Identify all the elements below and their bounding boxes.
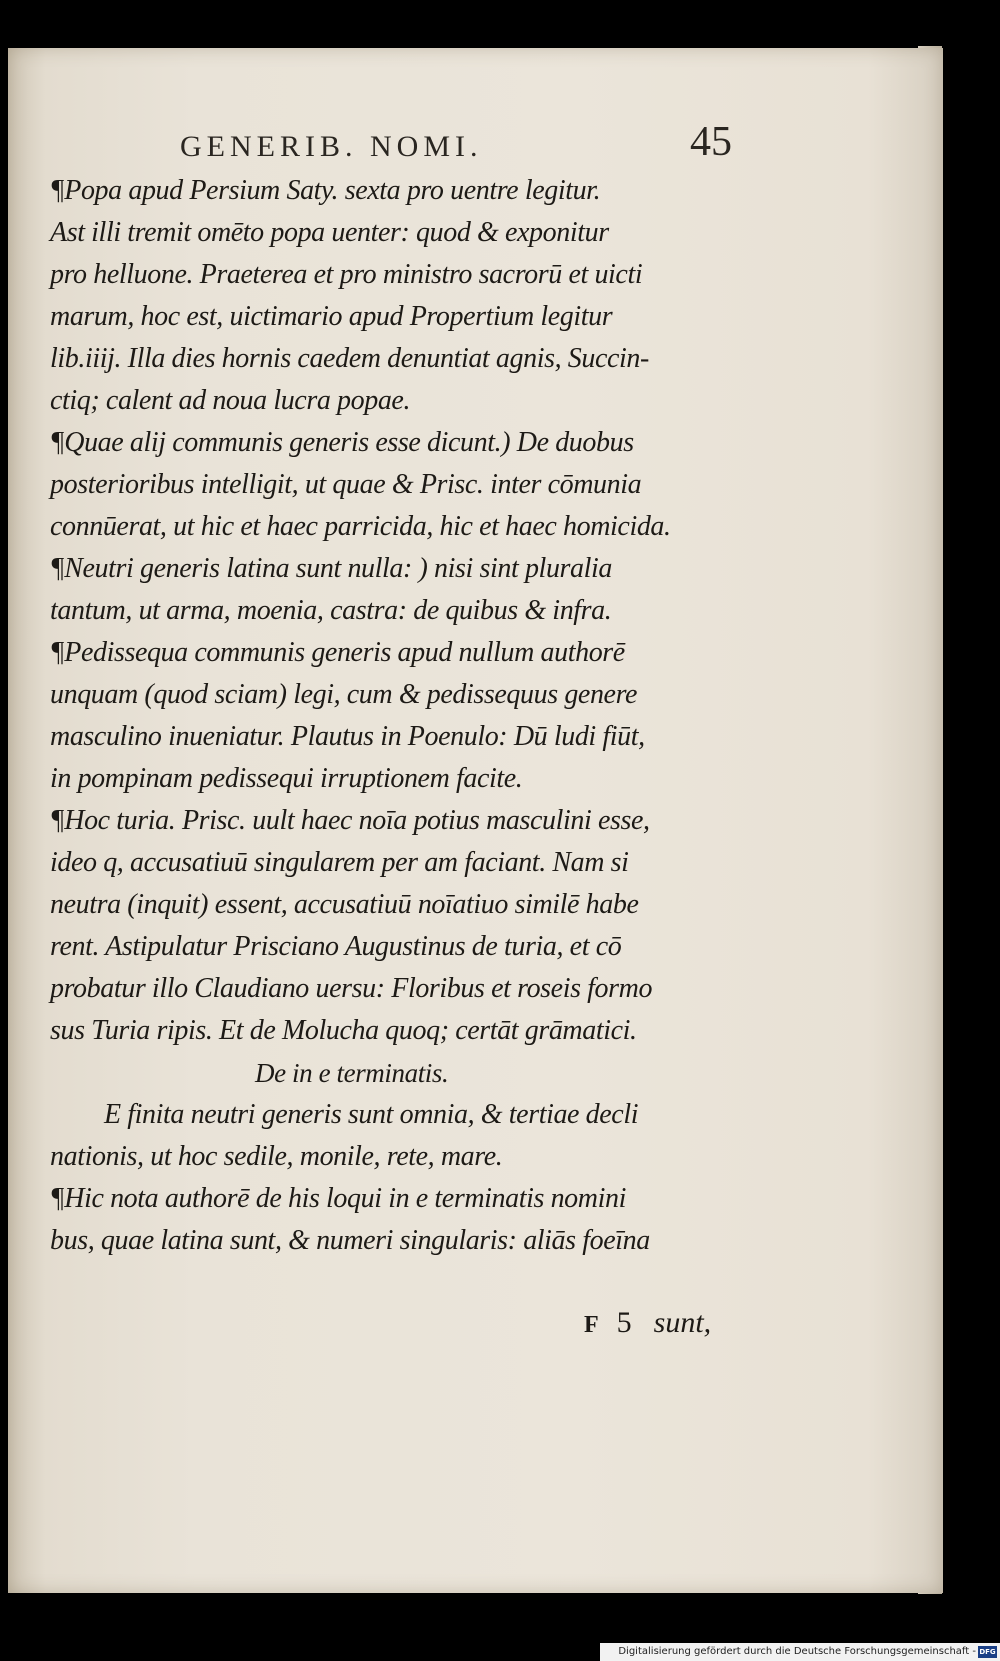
signature-number: 5 (616, 1306, 632, 1339)
section-heading: De in e terminatis. (255, 1058, 449, 1088)
text-line: E finita neutri generis sunt omnia, & tertiae decli (104, 1099, 639, 1130)
text-line: probatur illo Claudiano uersu: Floribus et roseis formo (50, 973, 653, 1004)
text-line: ideo q, accusatiuū singularem per am faciant. Nam si (50, 847, 629, 878)
text-line: ¶Quae alij communis generis esse dicunt.) De duobus (50, 427, 634, 458)
text-line: marum, hoc est, uictimario apud Propertium legitur (50, 301, 613, 332)
funding-credit: Digitalisierung gefördert durch die Deutsche Forschungsgemeinschaft - (618, 1646, 976, 1657)
signature-mark: F (584, 1312, 599, 1338)
text-line: masculino inueniatur. Plautus in Poenulo: Dū ludi fiūt, (50, 721, 645, 752)
text-line: ¶Hoc turia. Prisc. uult haec noīa potius masculini esse, (50, 805, 650, 836)
text-line: Ast illi tremit omēto popa uenter: quod & exponitur (50, 217, 609, 248)
running-head (180, 119, 780, 170)
text-line: unquam (quod sciam) legi, cum & pedissequus genere (50, 679, 638, 710)
text-line: ¶Popa apud Persium Saty. sexta pro uentre legitur. (50, 175, 601, 206)
text-line: neutra (inquit) essent, accusatiuū noīatiuo similē habe (50, 889, 639, 920)
text-line: posterioribus intelligit, ut quae & Prisc. inter cōmunia (50, 469, 642, 500)
catchword: sunt, (653, 1306, 712, 1339)
text-line: rent. Astipulatur Prisciano Augustinus de turia, et cō (50, 931, 622, 962)
text-line: ctiq; calent ad noua lucra popae. (50, 385, 411, 416)
running-head-title: GENERIB. NOMI. (180, 130, 483, 163)
text-line: sus Turia ripis. Et de Molucha quoq; certāt grāmatici. (50, 1015, 637, 1046)
text-line: in pompinam pedissequi irruptionem facite. (50, 763, 523, 794)
text-line: ¶Pedissequa communis generis apud nullum authorē (50, 637, 625, 668)
catchline (584, 1306, 711, 1340)
text-line: tantum, ut arma, moenia, castra: de quibus & infra. (50, 595, 612, 626)
text-line: connūerat, ut hic et haec parricida, hic et haec homicida. (50, 511, 671, 542)
folio-number: 45 (690, 119, 732, 165)
text-line: ¶Neutri generis latina sunt nulla: ) nisi sint pluralia (50, 553, 612, 584)
text-line: bus, quae latina sunt, & numeri singularis: aliās foeīna (50, 1225, 650, 1256)
text-line: ¶Hic nota authorē de his loqui in e terminatis nomini (50, 1183, 626, 1214)
text-line: pro helluone. Praeterea et pro ministro sacrorū et uicti (50, 259, 643, 290)
text-line: nationis, ut hoc sedile, monile, rete, mare. (50, 1141, 503, 1172)
dfg-logo: DFG (979, 1648, 996, 1656)
text-line: lib.iiij. Illa dies hornis caedem denuntiat agnis, Succin- (50, 343, 649, 374)
